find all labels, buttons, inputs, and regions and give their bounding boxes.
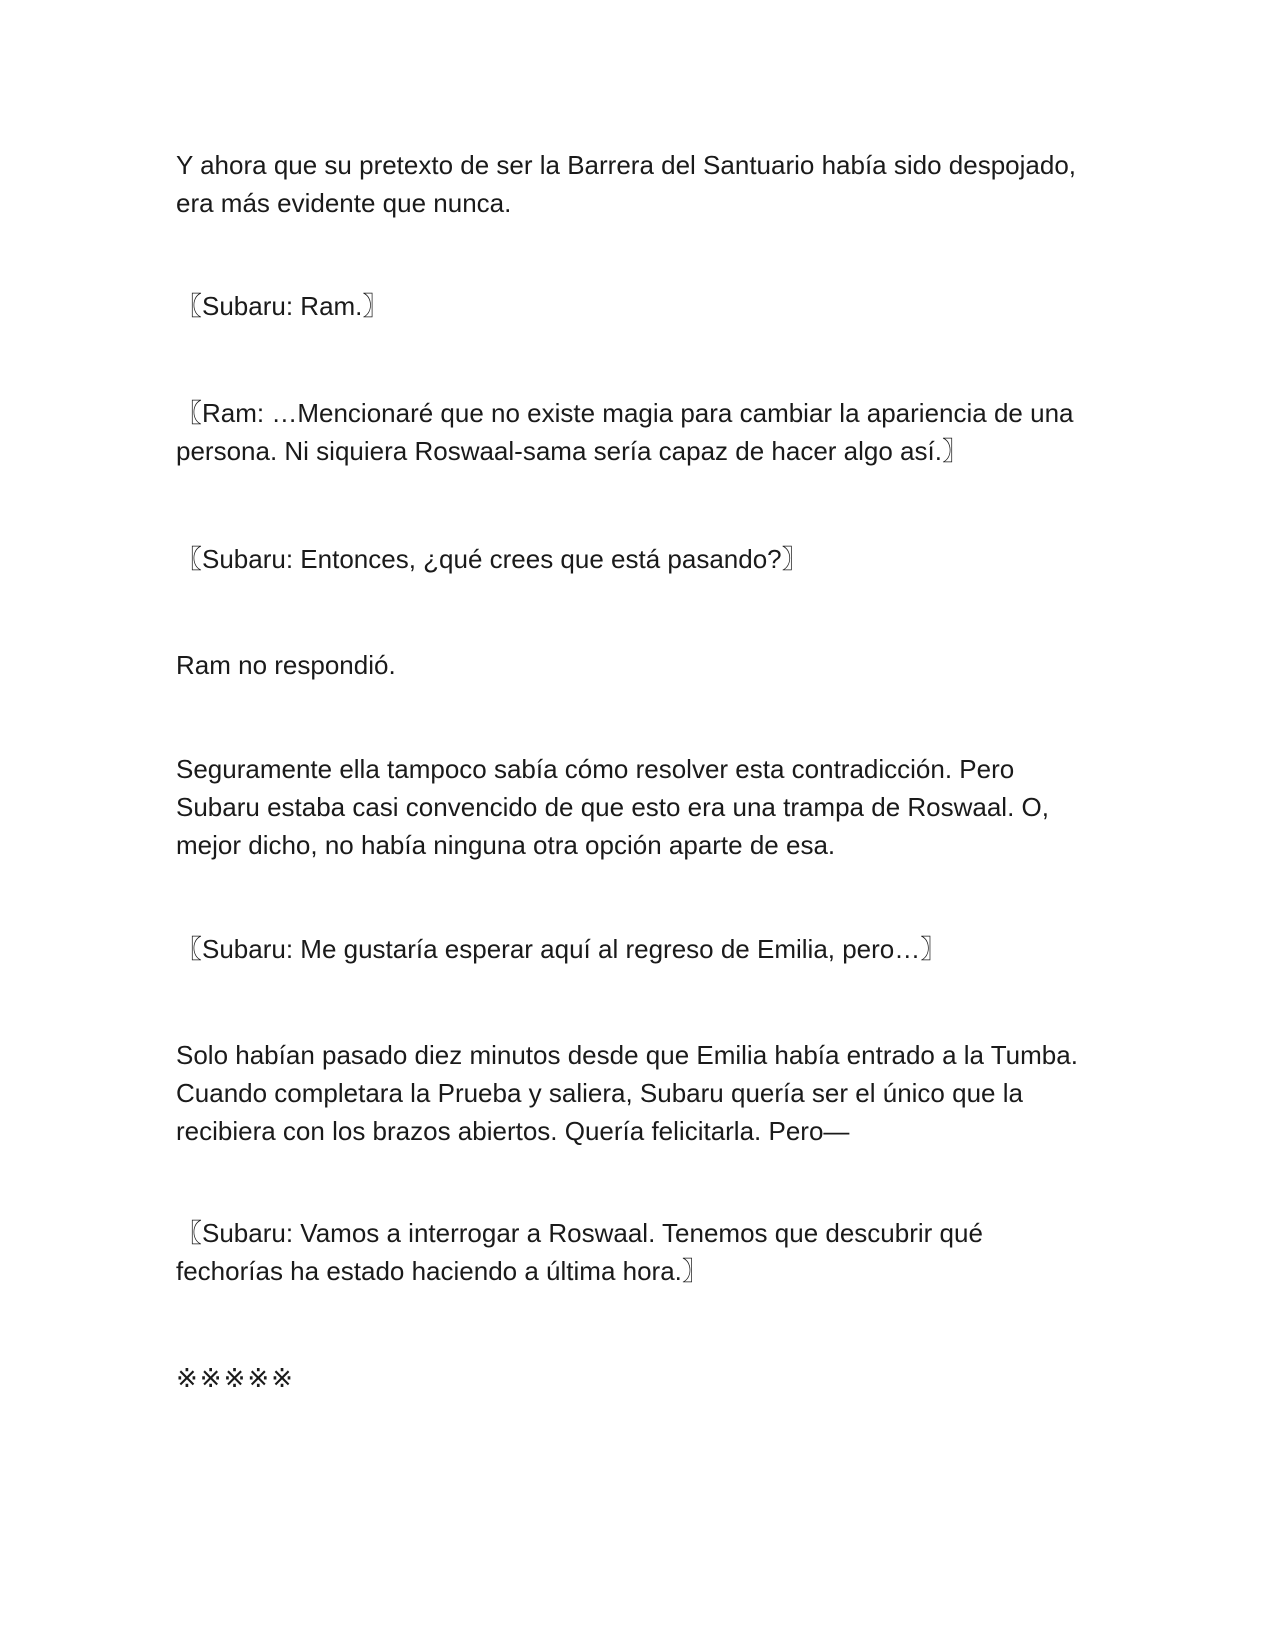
scene-break-marks: ※※※※※ — [176, 1363, 295, 1393]
paragraph-narration-1: Y ahora que su pretexto de ser la Barrera del Santuario había sido despojado, era más evidente que nunca. — [176, 150, 1077, 218]
paragraph-narration-2: Ram no respondió. — [176, 650, 396, 680]
dialogue-subaru-3: 〖Subaru: Me gustaría esperar aquí al regreso de Emilia, pero…〗 — [176, 934, 947, 964]
dialogue-ram-1: 〖Ram: …Mencionaré que no existe magia para cambiar la apariencia de una persona. Ni siquiera Roswaal-sama sería capaz de hacer algo así.〗 — [176, 398, 1074, 466]
dialogue-subaru-1: 〖Subaru: Ram.〗 — [176, 291, 389, 321]
dialogue-subaru-4: 〖Subaru: Vamos a interrogar a Roswaal. Tenemos que descubrir qué fechorías ha estado haciendo a última hora.〗 — [176, 1218, 983, 1286]
paragraph-narration-4: Solo habían pasado diez minutos desde que Emilia había entrado a la Tumba. Cuando completara la Prueba y saliera, Subaru quería ser el único que la recibiera con los brazos abiertos. Quería felicitarla. Pero— — [176, 1040, 1078, 1146]
paragraph-narration-3: Seguramente ella tampoco sabía cómo resolver esta contradicción. Pero Subaru estaba casi convencido de que esto era una trampa de Roswaal. O, mejor dicho, no había ninguna otra opción aparte de esa. — [176, 754, 1049, 860]
dialogue-subaru-2: 〖Subaru: Entonces, ¿qué crees que está pasando?〗 — [176, 544, 808, 574]
